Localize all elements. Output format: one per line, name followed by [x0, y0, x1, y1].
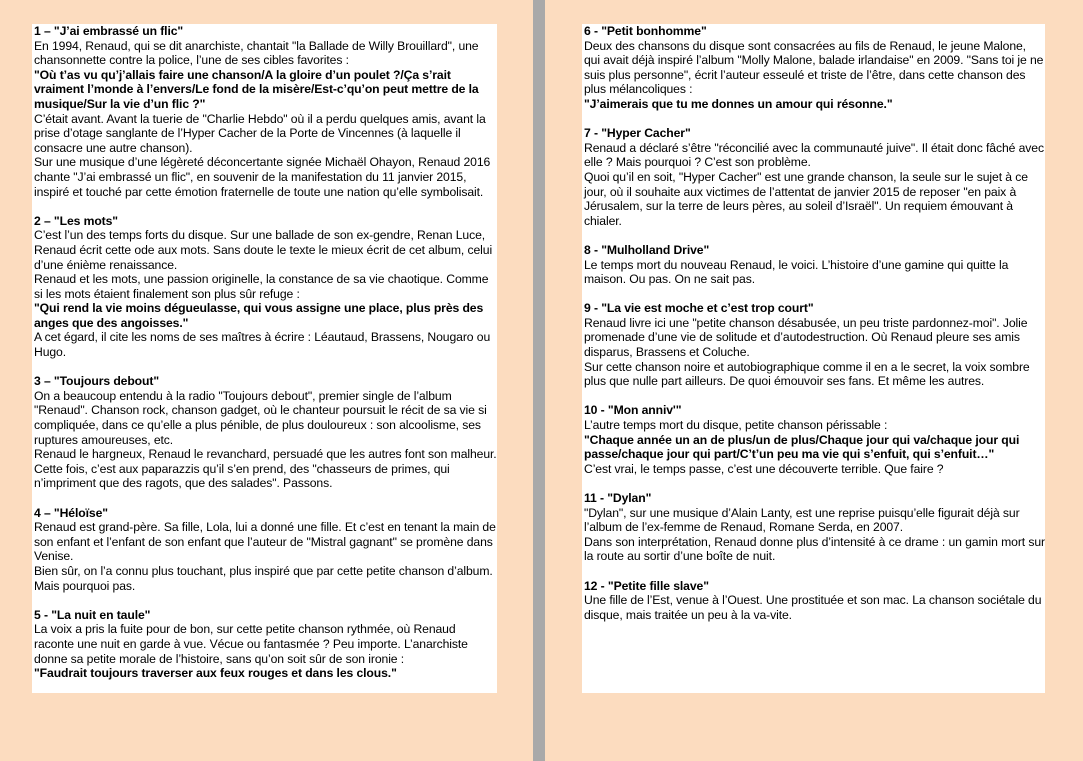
song-title: 11 - "Dylan" [584, 491, 652, 505]
song-title: 2 – "Les mots" [34, 213, 118, 228]
body-paragraph: "Dylan", sur une musique d’Alain Lanty, est une reprise puisqu’elle figurait déjà sur l’album de l’ex-femme de Renaud, Romane Serda, en 2007. [584, 505, 1020, 535]
body-paragraph: Une fille de l’Est, venue à l’Ouest. Une prostituée et son mac. La chanson sociétale du disque, mais traitée un peu à la va-vite. [584, 593, 1042, 622]
body-paragraph: Dans son interprétation, Renaud donne plus d’intensité à ce drame : un gamin mort sur la route au sortir d’une boîte de nuit. [584, 534, 1045, 564]
body-paragraph: En 1994, Renaud, qui se dit anarchiste, chantait "la Ballade de Willy Brouillard", une chansonnette contre la police, l’une de ses cibles favorites : [34, 38, 479, 68]
song-title: 6 - "Petit bonhomme" [584, 24, 707, 38]
body-paragraph: Renaud le hargneux, Renaud le revanchard, persuadé que les autres font son malheur. Cette fois, c’est aux paparazzis qu’il s’en prend, des "chasseurs de primes, qui n’impriment que des ragots, que des salades". Passons. [34, 447, 497, 491]
page-divider [533, 0, 545, 761]
song-section [584, 24, 1045, 112]
song-section [34, 374, 497, 491]
song-section [584, 301, 1045, 389]
body-paragraph: Bien sûr, on l’a connu plus touchant, plus inspiré que par cette petite chanson d’album. Mais pourquoi pas. [34, 563, 493, 593]
body-paragraph: Renaud et les mots, une passion originelle, la constance de sa vie chaotique. Comme si les mots étaient finalement son plus sûr refuge : [34, 272, 489, 301]
song-section [34, 608, 497, 681]
song-section [584, 491, 1045, 564]
lyrics-quote: "Faudrait toujours traverser aux feux rouges et dans les clous." [34, 666, 397, 681]
song-title: 1 – "J’ai embrassé un flic" [34, 24, 184, 38]
song-section [584, 243, 1045, 287]
right-page [582, 24, 1045, 693]
right-page-content [584, 24, 1045, 622]
left-page [32, 24, 497, 693]
body-paragraph: Sur cette chanson noire et autobiographique comme il en a le secret, la voix sombre plus que nulle part ailleurs. De quoi émouvoir ses fans. Et même les autres. [584, 359, 1030, 389]
body-paragraph: Quoi qu’il en soit, "Hyper Cacher" est une grande chanson, la seule sur le sujet à ce jour, où il souhaite aux victimes de l’attentat de janvier 2015 de reposer "en paix à Jérusalem, sur la terre de leurs pères, au soleil d’Israël". Un requiem émouvant à chialer. [584, 169, 1028, 228]
song-title: 3 – "Toujours debout" [34, 374, 160, 389]
body-paragraph: La voix a pris la fuite pour de bon, sur cette petite chanson rythmée, où Renaud raconte une nuit en garde à vue. Vécue ou fantasmée ? Peu importe. L’anarchiste donne sa petite morale de l’histoire, sans qu’on soit sûr de son ironie : [34, 622, 468, 666]
song-title: 5 - "La nuit en taule" [34, 607, 151, 622]
body-paragraph: C’était avant. Avant la tuerie de "Charlie Hebdo" où il a perdu quelques amis, avant la prise d’otage sanglante de l’Hyper Cacher de la Porte de Vincennes (à laquelle il consacre une autre chanson). [34, 111, 486, 155]
body-paragraph: Renaud a déclaré s’être "réconcilié avec la communauté juive". Il était donc fâché avec elle ? Mais pourquoi ? C’est son problème. [584, 140, 1044, 170]
body-paragraph: On a beaucoup entendu à la radio "Toujours debout", premier single de l’album "Renaud". Chanson rock, chanson gadget, où le chanteur poursuit le récit de sa vie si compliquée, dans ce qu’elle a plus pénible, de plus douloureux : son alcoolisme, ses ruptures amoureuses, etc. [34, 388, 487, 447]
lyrics-quote: "Où t’as vu qu’j’allais faire une chanson/A la gloire d’un poulet ?/Ça s’rait vraiment l’monde à l’envers/Le fond de la misère/Est-c’qu’on peut mettre de la musique/Sur la vie d’un flic ?" [34, 67, 479, 111]
body-paragraph: C’est l’un des temps forts du disque. Sur une ballade de son ex-gendre, Renan Luce, Renaud écrit cette ode aux mots. Sans doute le texte le mieux écrit de cet album, celui d’une énième renaissance. [34, 228, 493, 272]
body-paragraph: A cet égard, il cite les noms de ses maîtres à écrire : Léautaud, Brassens, Nougaro ou Hugo. [34, 330, 491, 360]
body-paragraph: Renaud est grand-père. Sa fille, Lola, lui a donné une fille. Et c’est en tenant la main de son enfant et l’enfant de son enfant que l’auteur de "Mistral gagnant" se promène dans Venise. [34, 520, 496, 564]
body-paragraph: Deux des chansons du disque sont consacrées au fils de Renaud, le jeune Malone, qui avait déjà inspiré l’album "Molly Malone, balade irlandaise" en 2009. "Sans toi je ne suis plus personne", écrit l’auteur esseulé et triste de l’être, dans cette chanson des plus mélancoliques : [584, 38, 1044, 97]
song-title: 7 - "Hyper Cacher" [584, 126, 691, 141]
song-section [34, 506, 497, 594]
song-section [34, 214, 497, 360]
song-title: 10 - "Mon anniv'" [584, 403, 682, 418]
song-section [34, 24, 497, 199]
song-section [584, 126, 1045, 228]
body-paragraph: Le temps mort du nouveau Renaud, le voici. L’histoire d’une gamine qui quitte la maison. Ou pas. On ne sait pas. [584, 257, 1009, 287]
left-page-content [34, 24, 497, 681]
lyrics-quote: "Chaque année un an de plus/un de plus/Chaque jour qui va/chaque jour qui passe/chaque jour qui part/C’t’un peu ma vie qui s’enfuit, qui s’enfuit…" [584, 432, 1020, 462]
body-paragraph: Sur une musique d’une légèreté déconcertante signée Michaël Ohayon, Renaud 2016 chante "J’ai embrassé un flic", en souvenir de la manifestation du 11 janvier 2015, inspiré et touché par cette émotion fraternelle de toute une nation qu’elle symbolisait. [34, 155, 491, 199]
body-paragraph: L’autre temps mort du disque, petite chanson périssable : [584, 418, 888, 433]
song-title: 4 – "Héloïse" [34, 505, 108, 520]
song-title: 9 - "La vie est moche et c’est trop court" [584, 301, 814, 316]
song-title: 12 - "Petite fille slave" [584, 578, 709, 593]
song-section [584, 403, 1045, 476]
body-paragraph: Renaud livre ici une "petite chanson désabusée, un peu triste pardonnez-moi". Jolie promenade d’une vie de solitude et d’autodestruction. Où Renaud pleure ses amis disparus, Brassens et Coluche. [584, 315, 1028, 360]
song-section [584, 579, 1045, 623]
lyrics-quote: "Qui rend la vie moins dégueulasse, qui vous assigne une place, plus près des anges que des angoisses." [34, 301, 484, 330]
body-paragraph: C’est vrai, le temps passe, c’est une découverte terrible. Que faire ? [584, 461, 944, 476]
lyrics-quote: "J’aimerais que tu me donnes un amour qui résonne." [584, 96, 893, 111]
song-title: 8 - "Mulholland Drive" [584, 242, 710, 257]
